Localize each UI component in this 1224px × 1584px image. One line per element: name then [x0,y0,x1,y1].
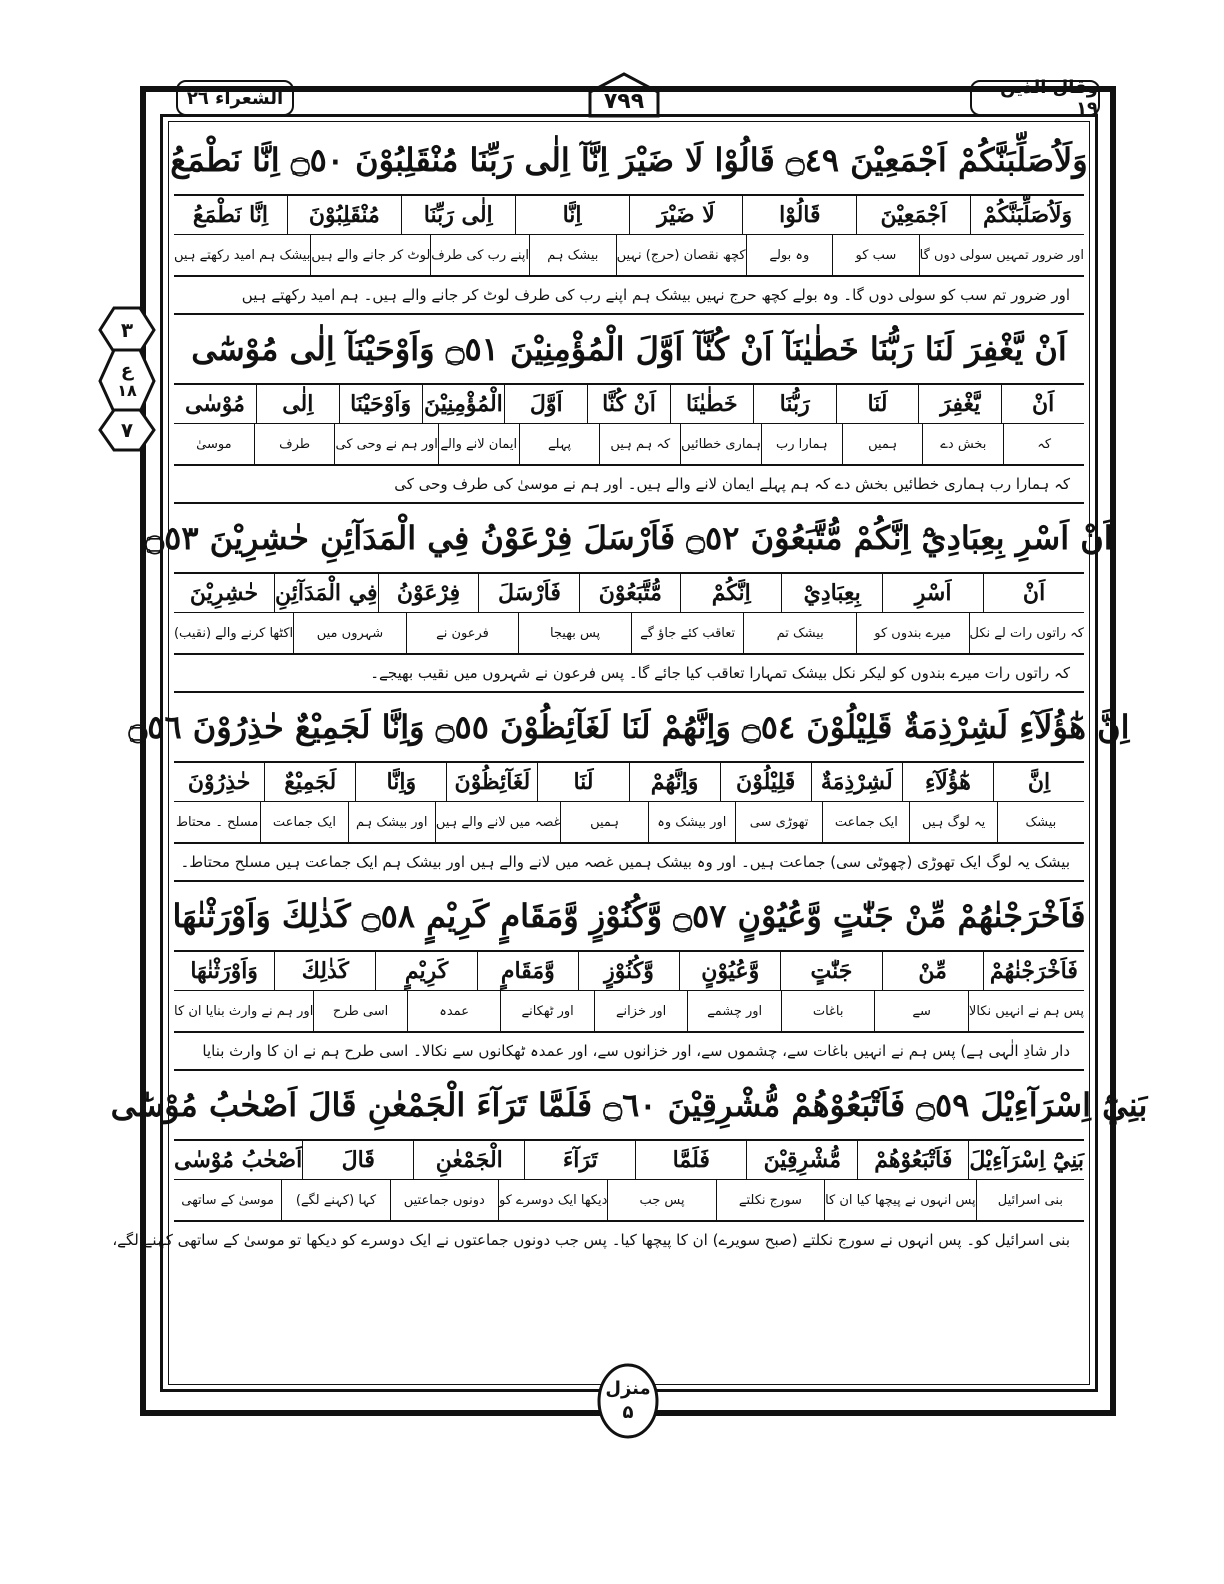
meaning-cell: اور ضرور تمہیں سولی دوں گا [919,235,1084,275]
verse-line: فَاَخْرَجْنٰهُمْ مِّنْ جَنّٰتٍ وَّعُيُوْنٍ ۝٥٧ وَّكُنُوْزٍ وَّمَقَامٍ كَرِيْمٍ ۝٥٨ كَذٰلِكَ وَاَوْرَثْنٰهَا [174,882,1084,952]
meaning-cell: اور چشمے [687,991,781,1031]
word-cell: جَنّٰتٍ [780,952,881,990]
meaning-cell: ایک جماعت [822,802,909,842]
meaning-cell: بیشک ہم امید رکھتے ہیں [174,247,311,263]
word-cell: حٰذِرُوْنَ [187,769,251,795]
word-cell: مُّشْرِقِيْنَ [746,1141,857,1179]
meaning-row [174,613,1084,655]
word-cell: رَبُّنَا [753,385,836,423]
word-cell: فِي الْمَدَآئِنِ [274,574,378,612]
meaning-row [174,424,1084,466]
meaning-cell: بیشک تم [743,613,856,653]
word-cell: اِلٰى رَبِّنَا [401,196,515,234]
meaning-cell: یہ لوگ ہیں [909,802,996,842]
word-cell: مِّنْ [882,952,983,990]
word-cell: بِعِبَادِيْ [781,574,882,612]
meaning-cell: کچھ نقصان (حرج) نہیں [616,235,746,275]
word-cell: اِنَّا [515,196,629,234]
meaning-cell: ہمیں [842,424,923,464]
word-cell: قَالُوْا [742,196,856,234]
meaning-cell: سورج نکلتے [716,1180,824,1220]
meaning-cell: شہروں میں [293,613,406,653]
meaning-row [174,1180,1084,1222]
word-cell: فَاَتْبَعُوْهُمْ [857,1141,968,1179]
meaning-cell: موسیٰ کے ساتھی [181,1192,275,1208]
meaning-cell: کہا (کہنے لگے) [281,1180,389,1220]
verse-line: اِنَّ هٰٓؤُلَآءِ لَشِرْذِمَةٌ قَلِيْلُوْنَ ۝٥٤ وَاِنَّهُمْ لَنَا لَغَآئِظُوْنَ ۝٥٥ وَاِنَّا لَجَمِيْعٌ حٰذِرُوْنَ ۝٥٦ [174,693,1084,763]
meaning-cell: طرف [254,424,335,464]
meaning-cell: کہ [1003,424,1084,464]
verse-line: بَنِيْٓ اِسْرَآءِيْلَ ۝٥٩ فَاَتْبَعُوْهُمْ مُّشْرِقِيْنَ ۝٦٠ فَلَمَّا تَرَآءَ الْجَمْعٰنِ قَالَ اَصْحٰبُ مُوْسٰٓى [174,1071,1084,1141]
meaning-cell: اور بیشک ہم [348,802,435,842]
word-cell: اَجْمَعِيْنَ [856,196,970,234]
meaning-cell: پہلے [519,424,600,464]
meaning-cell: سب کو [832,235,919,275]
word-cell: خَطٰيٰنَا [670,385,753,423]
word-cell: اَنْ كُنَّا [587,385,670,423]
meaning-cell: اسی طرح [313,991,407,1031]
meaning-cell: موسیٰ [196,436,232,452]
word-cell: وَاِنَّهُمْ [629,763,720,801]
meaning-cell: کہ راتوں رات لے نکل [969,613,1084,653]
word-cell: فَلَمَّا [635,1141,746,1179]
meaning-cell: بیشک [997,802,1084,842]
meaning-cell: بیشک ہم [529,235,616,275]
word-cell: وَّمَقَامٍ [477,952,578,990]
meaning-cell: اور خزانے [594,991,688,1031]
meaning-row [174,991,1084,1033]
word-row [174,763,1084,802]
translation-line: بنی اسرائیل کو۔ پس انہوں نے سورج نکلتے (صبح سویرے) ان کا پیچھا کیا۔ پس جب دونوں جماعتوں نے ایک دوسرے کو دیکھا تو موسیٰ کے ساتھی کہنے لگے، [112,1231,1070,1249]
meaning-cell: ایمان لانے والے [438,424,519,464]
word-cell: قَالَ [302,1141,413,1179]
ruku-mark-middle [98,348,156,414]
ruku-mark-bottom [98,408,156,452]
meaning-cell: بخش دے [922,424,1003,464]
meaning-cell: دونوں جماعتیں [390,1180,498,1220]
word-row [174,385,1084,424]
word-cell: مُّتَّبَعُوْنَ [579,574,680,612]
header-para-label: وقال الذین ١٩ [970,80,1100,116]
meaning-cell: عمدہ [407,991,501,1031]
meaning-cell: اپنے رب کی طرف [430,235,529,275]
meaning-cell: سے [874,991,968,1031]
word-cell: وَّعُيُوْنٍ [679,952,780,990]
word-cell: كَرِيْمٍ [375,952,476,990]
word-cell: اَنْ [1001,385,1084,423]
meaning-cell: بنی اسرائیل [976,1180,1084,1220]
ruku-mark-bottom-text: ٧ [120,418,134,442]
word-cell: لَنَا [537,763,628,801]
verse-line: اَنْ اَسْرِ بِعِبَادِيْٓ اِنَّكُمْ مُّتَّبَعُوْنَ ۝٥٢ فَاَرْسَلَ فِرْعَوْنُ فِي الْمَدَآئِنِ حٰشِرِيْنَ ۝٥٣ [174,504,1084,574]
word-cell: وَاِنَّا [355,763,446,801]
meaning-cell: وہ بولے [746,235,833,275]
translation-line: کہ ہمارا رب ہماری خطائیں بخش دے کہ ہم پہلے ایمان لانے والے ہیں۔ اور ہم نے موسیٰ کی طرف وحی کی [174,466,1084,504]
meaning-cell: اکٹھا کرنے والے (نقیب) [173,625,294,641]
word-cell: مُوْسٰى [185,391,245,417]
word-cell: اِنَّكُمْ [680,574,781,612]
word-cell: مُنْقَلِبُوْنَ [287,196,401,234]
meaning-cell: پس بھیجا [518,613,631,653]
meaning-cell: ہمیں [560,802,647,842]
verse-line: اَنْ يَّغْفِرَ لَنَا رَبُّنَا خَطٰيٰنَآ اَنْ كُنَّآ اَوَّلَ الْمُؤْمِنِيْنَ ۝٥١ وَاَوْحَيْنَآ اِلٰى مُوْسٰٓى [174,315,1084,385]
word-cell: هٰٓؤُلَآءِ [902,763,993,801]
word-cell: كَذٰلِكَ [274,952,375,990]
word-cell: بَنِيْٓ اِسْرَآءِيْلَ [968,1141,1084,1179]
meaning-row [174,802,1084,844]
word-row [174,1141,1084,1180]
word-cell: اِنَّا نَطْمَعُ [192,202,269,228]
word-row [174,952,1084,991]
word-cell: وَاَوْحَيْنَا [339,385,422,423]
word-cell: اَوَّلَ [504,385,587,423]
meaning-cell: میرے بندوں کو [856,613,969,653]
page-number-text: ٧٩٩ [603,89,645,114]
manzil-label: منزل [605,1378,651,1399]
meaning-cell: ایک جماعت [260,802,347,842]
word-cell: اَنْ [983,574,1084,612]
word-cell: اَسْرِ [882,574,983,612]
ruku-mark-middle-bottom-text: ١٨ [117,381,137,400]
meaning-cell: پس جب [607,1180,715,1220]
word-cell: وَاَوْرَثْنٰهَا [190,958,258,984]
word-cell: اِلٰى [256,385,339,423]
meaning-cell: باغات [781,991,875,1031]
meaning-row [174,235,1084,277]
word-cell: فِرْعَوْنُ [378,574,479,612]
meaning-cell: اور بیشک وہ [648,802,735,842]
meaning-cell: دیکھا ایک دوسرے کو [498,1180,607,1220]
word-cell: اَصْحٰبُ مُوْسٰى [174,1147,303,1173]
meaning-cell: کہ ہم ہیں [599,424,680,464]
word-cell: وَّكُنُوْزٍ [578,952,679,990]
meaning-cell: اور ٹھکانے [500,991,594,1031]
word-cell: لَا ضَيْرَ [629,196,743,234]
word-cell: فَاَرْسَلَ [478,574,579,612]
ruku-mark-middle-top-text: ع [120,360,134,381]
translation-line: اور ضرور تم سب کو سولی دوں گا۔ وہ بولے کچھ حرج نہیں بیشک ہم اپنے رب کی طرف لوٹ کر جانے والے ہیں۔ ہم امید رکھتے ہیں [174,277,1084,315]
word-cell: لَنَا [836,385,919,423]
meaning-cell: اور ہم نے وارث بنایا ان کا [174,1003,314,1019]
meaning-cell: ہمارا رب [761,424,842,464]
manzil-number: ۵ [622,1402,634,1423]
translation-line: کہ راتوں رات میرے بندوں کو لیکر نکل بیشک تمہارا تعاقب کیا جائے گا۔ پس فرعون نے شہروں میں نقیب بھیجے۔ [174,655,1084,693]
meaning-cell: پس ہم نے انہیں نکالا [968,991,1084,1031]
word-row [174,196,1084,235]
verse-line: وَلَاُصَلِّبَنَّكُمْ اَجْمَعِيْنَ ۝٤٩ قَالُوْا لَا ضَيْرَ اِنَّآ اِلٰى رَبِّنَا مُنْقَلِبُوْنَ ۝٥٠ اِنَّا نَطْمَعُ [174,126,1084,196]
word-cell: لَغَآئِظُوْنَ [446,763,537,801]
word-cell: الْجَمْعٰنِ [413,1141,524,1179]
word-cell: لَشِرْذِمَةٌ [811,763,902,801]
meaning-cell: ہماری خطائیں [680,424,761,464]
word-cell: وَلَاُصَلِّبَنَّكُمْ [970,196,1084,234]
translation-line: بیشک یہ لوگ ایک تھوڑی (چھوٹی سی) جماعت ہیں۔ اور وہ بیشک ہمیں غصہ میں لانے والے ہیں اور بیشک ہم ایک جماعت ہیں مسلح محتاط۔ [174,844,1084,882]
meaning-cell: تھوڑی سی [735,802,822,842]
translation-line: دار شادِ الٰہی ہے) پس ہم نے انہیں باغات سے، چشموں سے، اور خزانوں سے، اور عمدہ ٹھکانوں سے نکالا۔ اسی طرح ہم نے ان کا وارث بنایا [174,1033,1084,1071]
manzil-mark [596,1362,660,1440]
header-surah-label: الشعرآء ٢٦ [176,80,294,116]
word-cell: لَجَمِيْعٌ [264,763,355,801]
word-cell: يَّغْفِرَ [918,385,1001,423]
word-cell: قَلِيْلُوْنَ [720,763,811,801]
word-cell: حٰشِرِيْنَ [189,580,259,606]
meaning-cell: فرعون نے [406,613,519,653]
word-cell: فَاَخْرَجْنٰهُمْ [983,952,1084,990]
meaning-cell: پس انہوں نے پیچھا کیا ان کا [824,1180,976,1220]
meaning-cell: تعاقب کئے جاؤ گے [631,613,744,653]
ruku-mark-top [98,306,156,354]
word-cell: الْمُؤْمِنِيْنَ [422,385,505,423]
meaning-cell: اور ہم نے وحی کی [334,424,437,464]
word-row [174,574,1084,613]
ruku-mark-top-text: ٣ [120,318,134,342]
word-cell: تَرَآءَ [524,1141,635,1179]
meaning-cell: مسلح ۔ محتاط [175,814,259,830]
meaning-cell: لوٹ کر جانے والے ہیں [310,235,430,275]
meaning-cell: غصہ میں لانے والے ہیں [435,802,561,842]
word-cell: اِنَّ [993,763,1084,801]
